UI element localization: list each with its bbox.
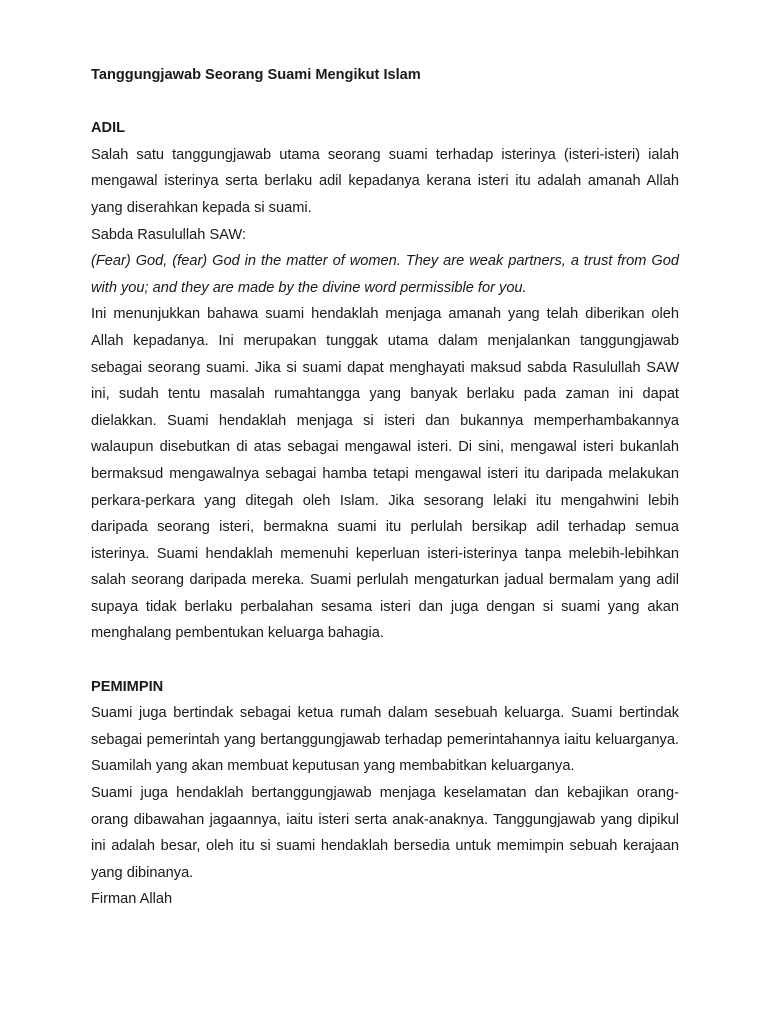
section-adil: [91, 115, 679, 647]
paragraph: Salah satu tanggungjawab utama seorang suami terhadap isterinya (isteri-isteri) ialah mengawal isterinya serta berlaku adil kepadanya kerana isteri itu adalah amanah Allah yang diserahkan kepada si suami.: [91, 146, 679, 216]
section-heading-adil: ADIL: [91, 120, 126, 137]
paragraph: Suami juga bertindak sebagai ketua rumah dalam sesebuah keluarga. Suami bertindak sebagai pemerintah yang bertanggungjawab terhadap pemerintahannya iaitu keluarganya. Suamilah yang akan membuat keputusan yang membabitkan keluarganya.: [91, 705, 679, 775]
section-pemimpin: [91, 674, 679, 913]
blank-line: [91, 89, 679, 116]
document-title: Tanggungjawab Seorang Suami Mengikut Islam: [91, 67, 421, 83]
paragraph: Ini menunjukkan bahawa suami hendaklah menjaga amanah yang telah diberikan oleh Allah kepadanya. Ini merupakan tunggak utama dalam menjalankan tanggungjawab sebagai seorang suami. Jika si suami dapat menghayati maksud sabda Rasulullah SAW ini, sudah tentu masalah rumahtangga yang banyak berlaku pada zaman ini dapat dielakkan. Suami hendaklah menjaga si isteri dan bukannya memperhambakannya walaupun disebutkan di atas sebagai mengawal isteri. Di sini, mengawal isteri bukanlah bermaksud mengawalnya sebagai hamba tetapi mengawal isteri itu daripada melakukan perkara-perkara yang ditegah oleh Islam. Jika sesorang lelaki itu mengahwini lebih daripada seorang isteri, bermakna suami itu perlulah bersikap adil terhadap semua isterinya. Suami hendaklah memenuhi keperluan isteri-isterinya tanpa melebih-lebihkan salah seorang daripada mereka. Suami perlulah mengaturkan jadual bermalam yang adil supaya tidak berlaku perbalahan sesama isteri dan juga dengan si suami yang akan menghalang pembentukan keluarga bahagia.: [91, 306, 679, 642]
document-page: [91, 62, 679, 913]
blank-line: [91, 647, 679, 674]
section-heading-pemimpin: PEMIMPIN: [91, 678, 164, 695]
paragraph: Sabda Rasulullah SAW:: [91, 226, 246, 243]
paragraph: Firman Allah: [91, 891, 173, 908]
paragraph: Suami juga hendaklah bertanggungjawab menjaga keselamatan dan kebajikan orang-orang dibawahan jagaannya, iaitu isteri serta anak-anaknya. Tanggungjawab yang dipikul ini adalah besar, oleh itu si suami hendaklah bersedia untuk memimpin sebuah kerajaan yang dibinanya.: [91, 785, 679, 881]
hadith-quote: (Fear) God, (fear) God in the matter of women. They are weak partners, a trust from God with you; and they are made by the divine word permissible for you.: [91, 253, 679, 296]
